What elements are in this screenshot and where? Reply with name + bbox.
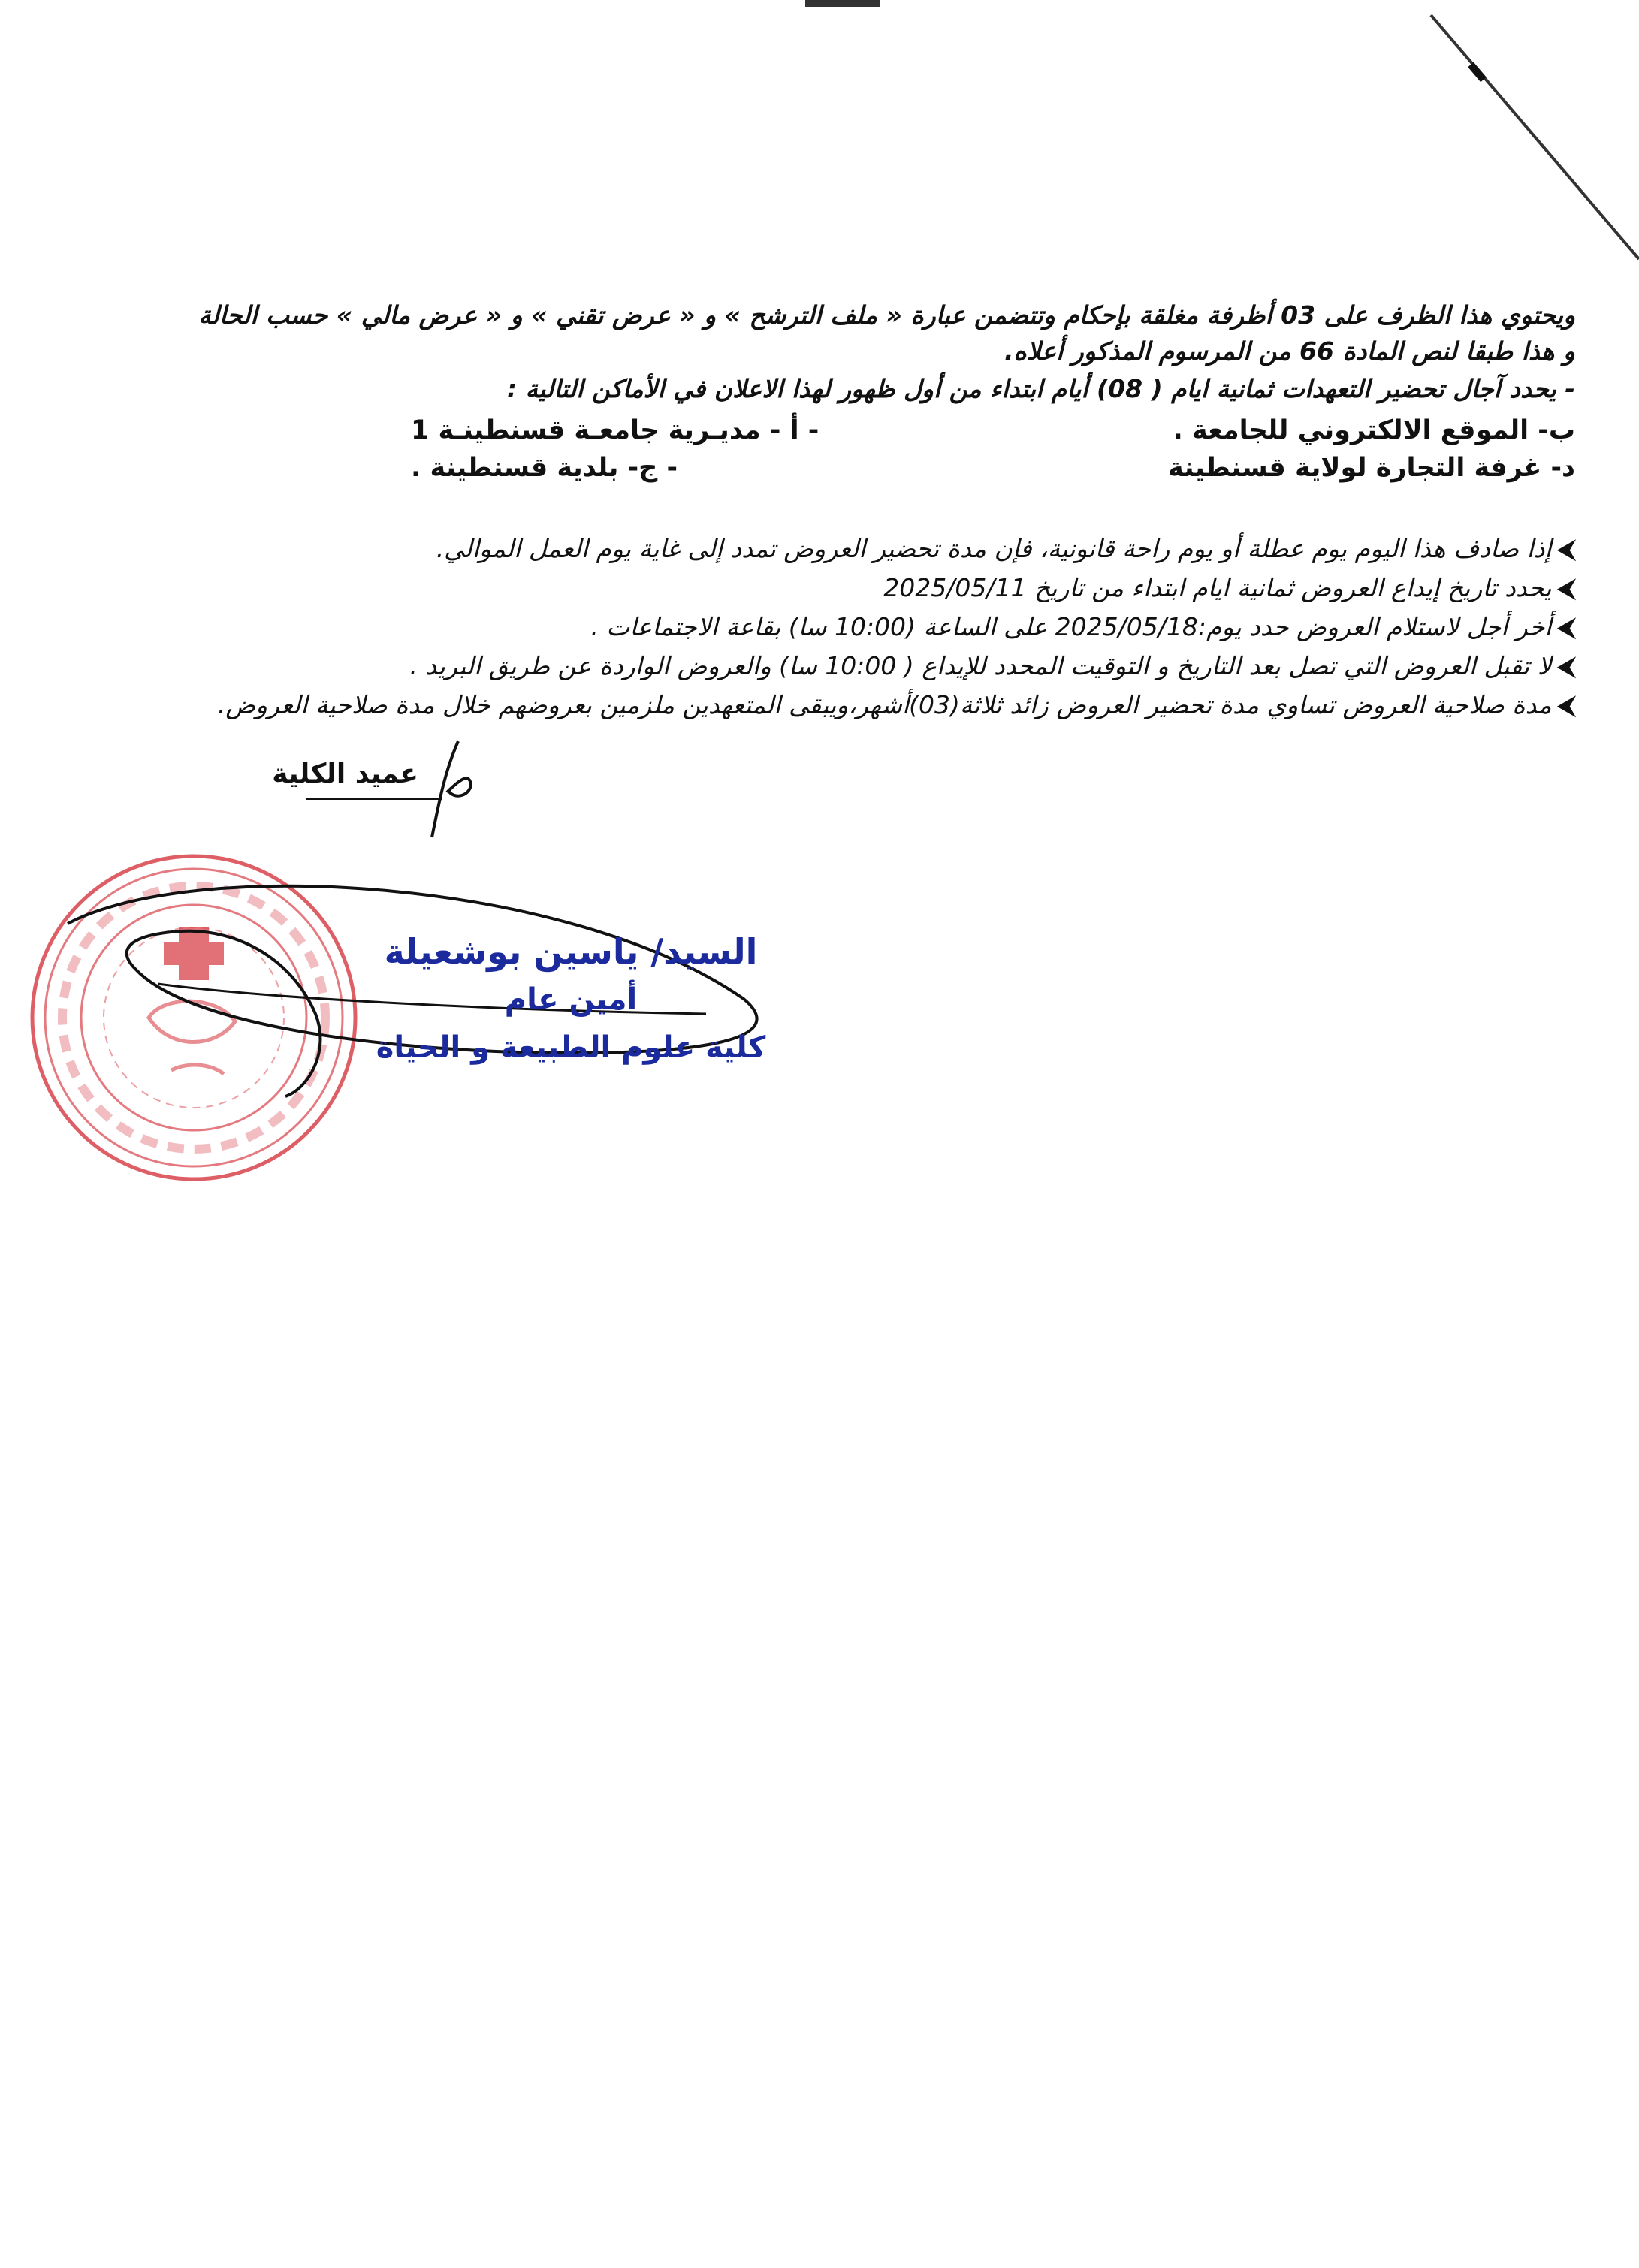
paragraph-line-2: و هذا طبقا لنص المادة 66 من المرسوم المذكور أعلاه.	[1004, 336, 1575, 366]
places-list	[58, 412, 1575, 487]
arrow-icon: ⮜	[1557, 612, 1575, 641]
place-d: د- غرفة التجارة لولاية قسنطينة	[1168, 453, 1575, 483]
place-c: - ج- بلدية قسنطينة .	[411, 453, 678, 483]
arrow-icon: ⮜	[1557, 651, 1575, 680]
place-b: ب- الموقع الالكتروني للجامعة .	[1173, 415, 1575, 445]
bullet-late-offers: ⮜لا تقبل العروض التي تصل بعد التاريخ و التوقيت المحدد للإيداع ( 10:00 سا) والعروض الواردة عن طريق البريد .	[409, 651, 1575, 680]
dean-signature-mark	[417, 732, 477, 845]
arrow-icon: ⮜	[1557, 573, 1575, 602]
paragraph-line-1: ويحتوي هذا الظرف على 03 أظرفة مغلقة بإحكام وتتضمن عبارة « ملف الترشح » و « عرض تقني » و « عرض مالي » حسب الحالة	[198, 300, 1575, 330]
bullet-holiday: ⮜إذا صادف هذا اليوم يوم عطلة أو يوم راحة قانونية، فإن مدة تحضير العروض تمدد إلى غاية يوم العمل الموالي.	[436, 534, 1575, 563]
signatory-name: السيد/ ياسين بوشعيلة	[384, 931, 758, 972]
dean-title: عميد الكلية	[272, 759, 418, 789]
fold-line	[0, 0, 1639, 300]
signature-block	[353, 927, 789, 1072]
arrow-icon: ⮜	[1557, 534, 1575, 563]
paragraph-line-3: - يحدد آجال تحضير التعهدات ثمانية ايام ( 08) أيام ابتداء من أول ظهور لهذا الاعلان في الأماكن التالية :	[506, 374, 1575, 403]
signatory-role: أمين عام	[504, 982, 638, 1017]
signatory-faculty: كلية علوم الطبيعة و الحياة	[376, 1030, 766, 1065]
bullet-deadline: ⮜أخر أجل لاستلام العروض حدد يوم:2025/05/18 على الساعة (10:00 سا) بقاعة الاجتماعات .	[590, 612, 1575, 641]
bullet-deposit-date: ⮜يحدد تاريخ إيداع العروض ثمانية ايام ابتداء من تاريخ 2025/05/11	[883, 573, 1575, 602]
bullet-validity: ⮜مدة صلاحية العروض تساوي مدة تحضير العروض زائد ثلاثة(03)أشهر،ويبقى المتعهدين ملزمين بعروضهم خلال مدة صلاحية العروض.	[217, 690, 1575, 719]
place-a: - أ - مديـرية جامعـة قسنطينـة 1	[411, 415, 820, 445]
arrow-icon: ⮜	[1557, 690, 1575, 719]
